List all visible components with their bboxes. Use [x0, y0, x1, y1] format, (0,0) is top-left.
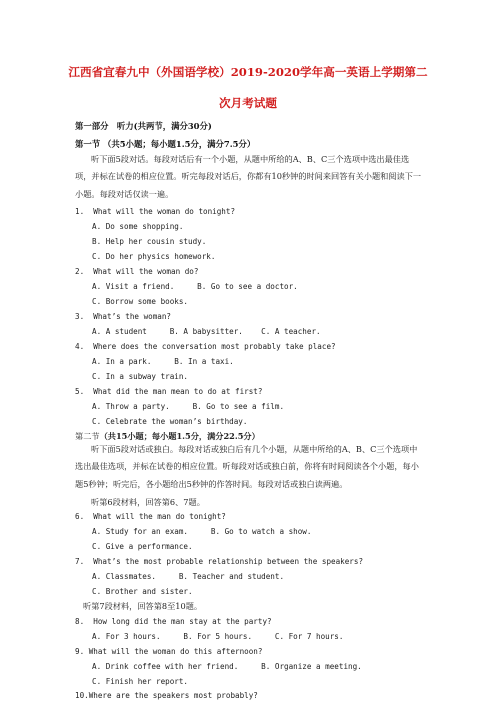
question-3-options: A. A student B. A babysitter. C. A teacher. — [92, 327, 321, 336]
question-8-options: A. For 3 hours. B. For 5 hours. C. For 7 hours. — [92, 632, 344, 641]
question-8-stem: 8. How long did the man stay at the party? — [75, 617, 272, 626]
part-1-heading: 第一部分 听力(共两节，满分30分) — [75, 121, 212, 131]
question-9-stem: 9. What will the woman do this afternoon? — [75, 647, 263, 656]
exam-title-line-2: 次月考试题 — [219, 96, 277, 110]
question-3-stem: 3. What’s the woman? — [75, 312, 172, 321]
question-4-option-c: C. In a subway train. — [92, 372, 189, 381]
question-9-option-c: C. Finish her report. — [92, 677, 189, 686]
question-2-options-ab: A. Visit a friend. B. Go to see a doctor. — [92, 282, 298, 291]
question-1-option-a: A. Do some shopping. — [92, 222, 184, 231]
section-2-scoring: （共15小题；每小题1.5分，满分22.5分） — [99, 431, 260, 441]
question-1-stem: 1. What will the woman do tonight? — [75, 207, 236, 216]
material-6-note: 听第6段材料，回答第6、7题。 — [91, 497, 205, 507]
material-7-note: 听第7段材料，回答第8至10题。 — [83, 601, 203, 611]
question-7-option-c: C. Brother and sister. — [92, 587, 193, 596]
question-6-stem: 6. What will the man do tonight? — [75, 512, 226, 521]
question-7-options-ab: A. Classmates. B. Teacher and student. — [92, 572, 285, 581]
question-2-stem: 2. What will the woman do? — [75, 267, 199, 276]
section-1-heading: 第一节 （共5小题；每小题1.5分，满分7.5分） — [75, 139, 256, 149]
question-5-options-ab: A. Throw a party. B. Go to see a film. — [92, 402, 285, 411]
question-6-options-ab: A. Study for an exam. B. Go to watch a show. — [92, 527, 312, 536]
question-9-options-ab: A. Drink coffee with her friend. B. Organize a meeting. — [92, 662, 362, 671]
section-1-directions: 听下面5段对话。每段对话后有一个小题，从题中所给的A、B、C三个选项中选出最佳选项，并标在试卷的相应位置。听完每段对话后，你都有10秒钟的时间来回答有关小题和阅读下一小题。每段对话仅读一遍。 — [75, 154, 422, 199]
question-5-stem: 5. What did the man mean to do at first? — [75, 387, 263, 396]
question-5-option-c: C. Celebrate the woman’s birthday. — [92, 417, 248, 426]
question-1-option-b: B. Help her cousin study. — [92, 237, 207, 246]
question-2-option-c: C. Borrow some books. — [92, 297, 189, 306]
exam-title-line-1: 江西省宜春九中（外国语学校）2019-2020学年高一英语上学期第二 — [68, 65, 428, 79]
question-10-stem: 10.Where are the speakers most probably? — [75, 691, 258, 700]
question-1-option-c: C. Do her physics homework. — [92, 252, 216, 261]
question-6-option-c: C. Give a performance. — [92, 542, 193, 551]
section-2-label: 第二节 — [75, 431, 100, 441]
question-4-stem: 4. Where does the conversation most probably take place? — [75, 342, 336, 351]
section-2-directions: 听下面5段对话或独白。每段对话或独白后有几个小题，从题中所给的A、B、C三个选项中选出最佳选项，并标在试卷的相应位置。听每段对话或独白前，你将有时间阅读各个小题，每小题5秒钟；听完后，各小题给出5秒钟的作答时间。每段对话或独白读两遍。 — [75, 444, 419, 489]
question-7-stem: 7. What’s the most probable relationship between the speakers? — [75, 557, 364, 566]
question-4-options-ab: A. In a park. B. In a taxi. — [92, 357, 234, 366]
